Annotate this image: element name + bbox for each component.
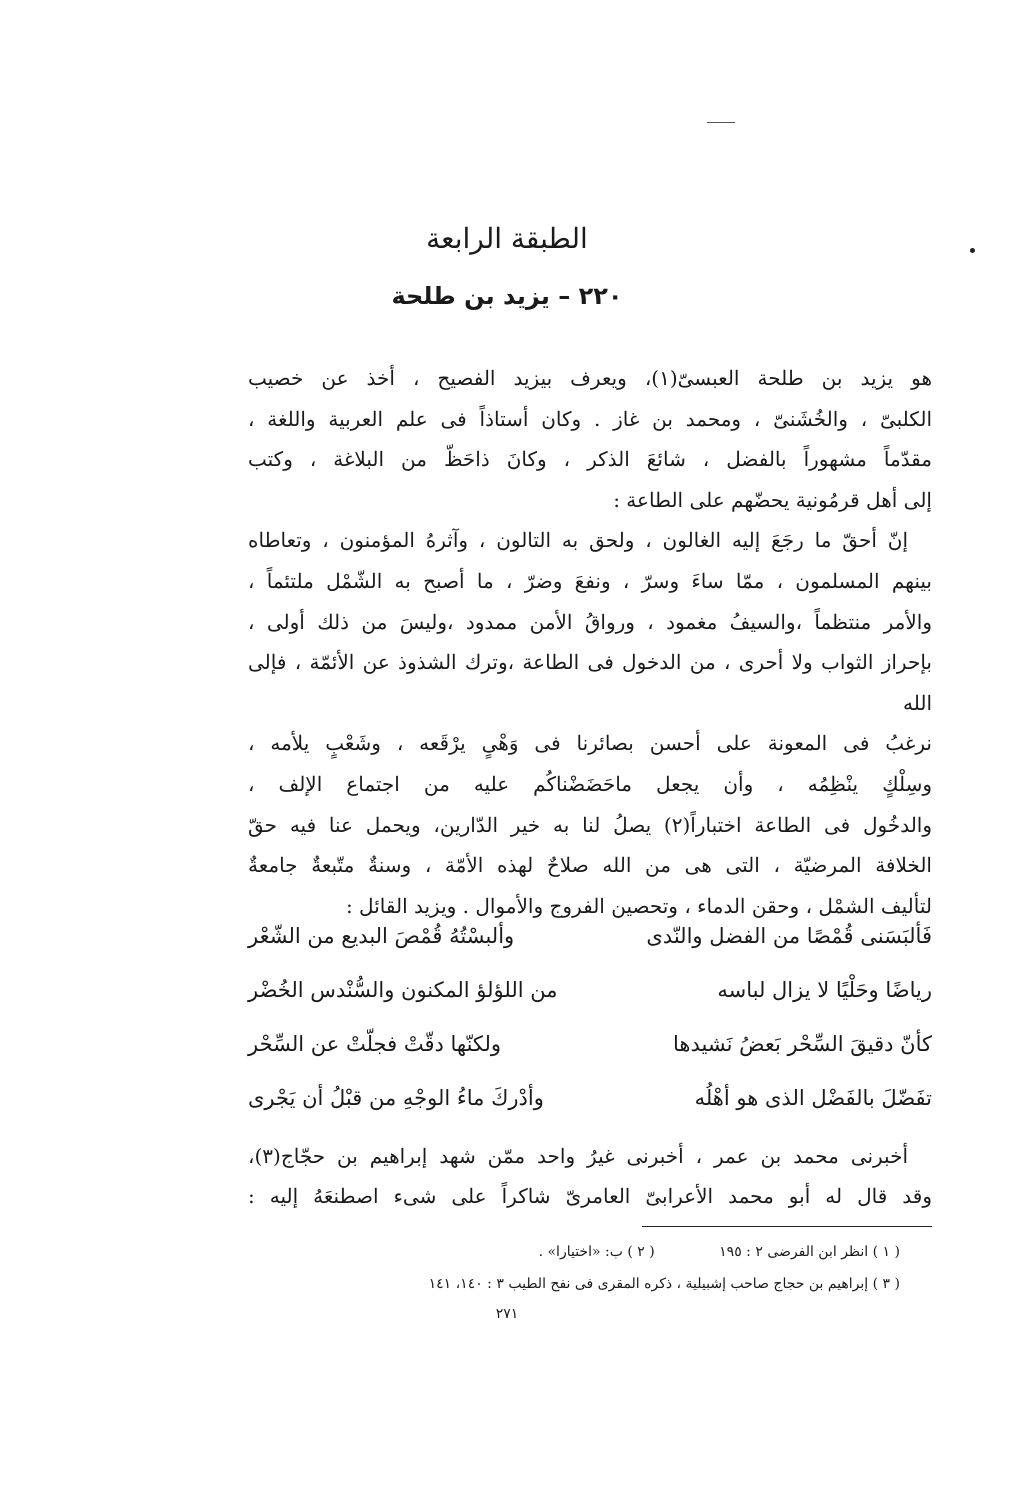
verse-first-hemistich: تفَضّلَ بالفَضْل الذى هو أهْلُه <box>694 1086 932 1110</box>
footnotes <box>260 1236 900 1300</box>
poem <box>248 924 932 1140</box>
verse <box>248 1032 932 1086</box>
text-line: نرغبُ فى المعونة على أحسن بصائرنا فى وَهْىٍ يرْقَعه ، وشَعْبٍ يلأمه ، <box>248 731 932 756</box>
text-line: مقدّماً مشهوراً بالفضل ، شائعَ الذكر ، وكانَ ذاحَظّ من البلاغة ، وكتب <box>248 447 932 472</box>
text-line: بإحراز الثواب ولا أحرى ، من الدخول فى الطاعة ،وترك الشذوذ عن الأئمّة ، فإلى الله <box>248 650 932 715</box>
text-line: بينهم المسلمون ، ممّا ساءَ وسرّ ، ونفعَ وضرّ ، ما أصبح به الشّمْل ملتئماً ، <box>248 568 932 593</box>
text-line: إلى أهل قرمُونية يحضّهم على الطاعة : <box>613 487 932 512</box>
text-line: والأمر منتظماً ،والسيفُ مغمود ، ورواقُ الأمن ممدود ،وليسَ من ذلك أولى ، <box>248 609 932 634</box>
biography-text <box>248 358 932 926</box>
footnote: ( ٣ ) إبراهيم بن حجاج صاحب إشبيلية ، ذكره المقرى فى نفح الطيب ٣ : ١٤٠، ١٤١ <box>428 1276 900 1292</box>
text-line: هو يزيد بن طلحة العبسىّ(١)، ويعرف بيزيد الفصيح ، أخذ عن خصيب <box>248 366 932 390</box>
verse-first-hemistich: فَألبَسَنى قُمْصًا من الفضل والنّدى <box>646 924 932 948</box>
narration-text <box>248 1136 932 1216</box>
text-line: الكلبىّ ، والخُشَنىّ ، ومحمد بن غاز . وكان أستاذاً فى علم العربية واللغة ، <box>248 406 932 431</box>
verse-second-hemistich: وألبسْتُهُ قُمْصَ البديع من الشّعْر <box>248 924 515 948</box>
text-line: وسِلْكٍ ينْظِمُه ، وأن يجعل ماحَضَضْناكُم عليه من اجتماع الإلف ، <box>248 771 932 796</box>
verse-first-hemistich: كأنّ دقيقَ السِّحْر بَعضُ نَشيدها <box>673 1032 932 1056</box>
verse-first-hemistich: رياضًا وحَلْيًا لا يزال لباسه <box>717 978 932 1002</box>
verse <box>248 1086 932 1140</box>
verse <box>248 924 932 978</box>
footnote: ( ٢ ) ب: «اختيارا» . <box>538 1244 655 1260</box>
text-line: أخبرنى محمد بن عمر ، أخبرنى غيرُ واحد ممّن شهد إبراهيم بن حجّاج(٣)، <box>248 1144 908 1168</box>
footnote-line <box>260 1268 900 1300</box>
entry-title: ٢٢٠ – يزيد بن طلحة <box>391 282 623 310</box>
verse <box>248 978 932 1032</box>
verse-second-hemistich: من اللؤلؤ المكنون والسُّنْدس الخُضْر <box>248 978 558 1002</box>
verse-second-hemistich: وأدْركَ ماءُ الوجْهِ من قبْلُ أن يَجْرى <box>248 1086 544 1110</box>
scan-mark <box>707 122 735 123</box>
verse-second-hemistich: ولكنّها دقّتْ فجلّتْ عن السِّحْر <box>248 1032 502 1056</box>
text-line: وقد قال له أبو محمد الأعرابىّ العامرىّ شاكراً على شىء اصطنعَهُ إليه : <box>248 1184 932 1208</box>
text-line: لتأليف الشمْل ، وحقن الدماء ، وتحصين الفروج والأموال . ويزيد القائل : <box>345 893 932 918</box>
section-title: الطبقة الرابعة <box>426 222 588 255</box>
footnote-line <box>260 1236 900 1268</box>
text-line: إنّ أحقّ ما رجَعَ إليه الغالون ، ولحق به التالون ، وآثرهُ المؤمنون ، وتعاطاه <box>248 528 908 553</box>
page-number: ٢٧١ <box>495 1306 519 1322</box>
footnote: ( ١ ) انظر ابن الفرضى ٢ : ١٩٥ <box>719 1244 900 1260</box>
footnote-divider <box>642 1226 932 1227</box>
text-line: والدخُول فى الطاعة اختباراً(٢) يصلُ لنا به خير الدّارين، ويحمل عنا فيه حقّ <box>248 812 933 837</box>
text-line: الخلافة المرضيّة ، التى هى من الله صلاحٌ لهذه الأمّة ، وسنةٌ متّبعةٌ جامعةٌ <box>248 853 932 878</box>
